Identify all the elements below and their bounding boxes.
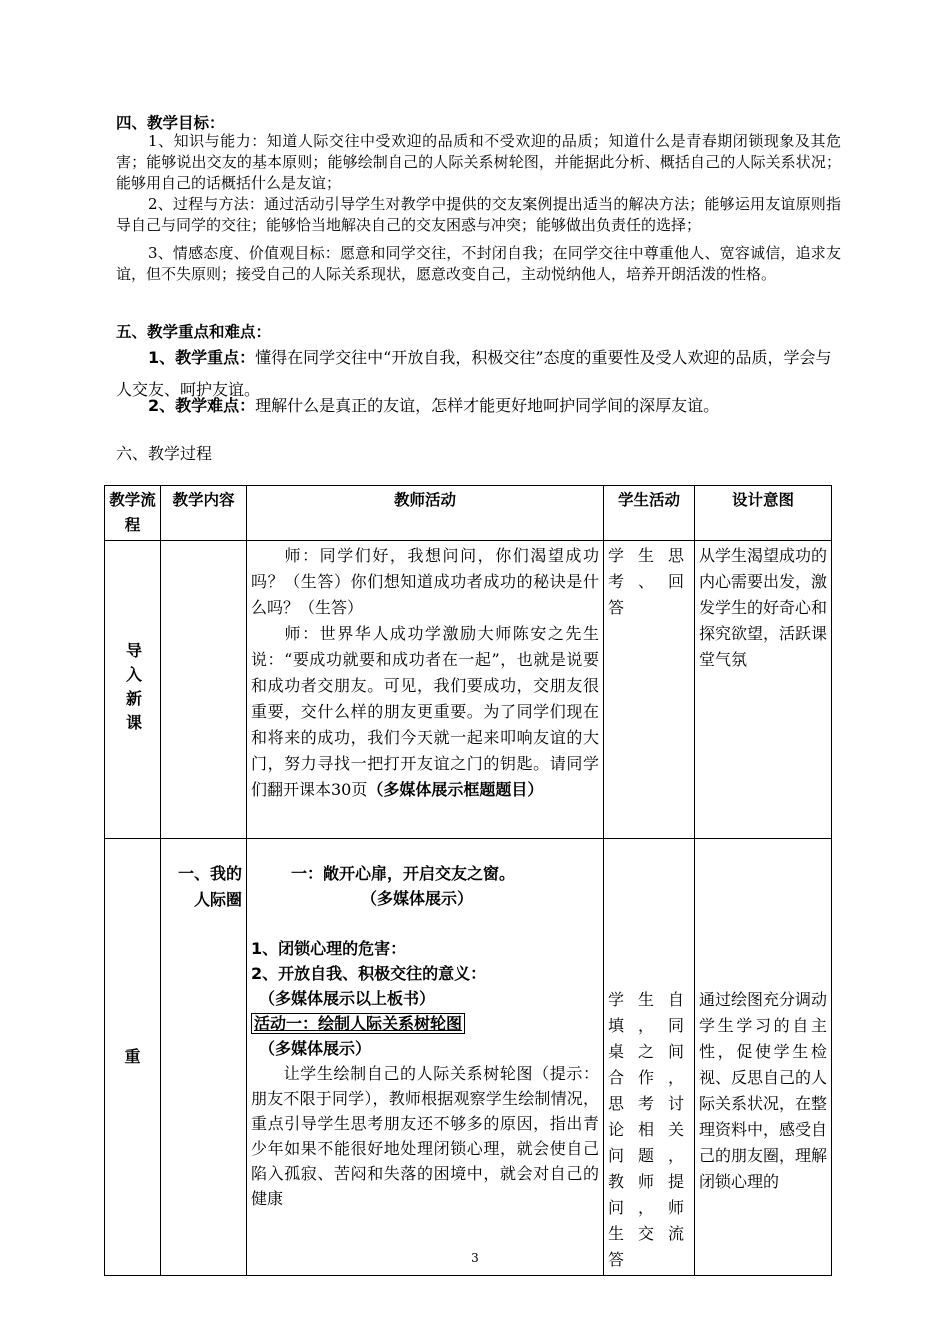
activity-heading: 活动一：绘制人际关系树轮图 xyxy=(251,1013,465,1034)
teacher-key-activity xyxy=(251,1011,599,1036)
section-title-process: 六、教学过程 xyxy=(116,444,213,463)
teacher-key-item1: 1、闭锁心理的危害： xyxy=(251,939,407,958)
teacher-key-item2: 2、开放自我、积极交往的意义： xyxy=(251,964,487,983)
difficult-point xyxy=(116,390,841,422)
objective-process xyxy=(116,194,841,236)
teacher-key-media1: （多媒体展示） xyxy=(361,889,474,908)
difficult-point-label: 2、教学难点： xyxy=(148,396,256,415)
key-point-label: 1、教学重点： xyxy=(148,348,256,367)
table-header-row xyxy=(105,486,832,541)
flow-intro-text: 导入新课 xyxy=(123,641,143,738)
teacher-intro-p2 xyxy=(251,621,599,803)
flow-intro xyxy=(105,541,161,839)
key-point-text: 懂得在同学交往中“开放自我，积极交往”态度的重要性及受人欢迎的品质，学会与人交友、呵护友谊。 xyxy=(116,348,832,399)
section-title-key-points: 五、教学重点和难点： xyxy=(116,323,272,341)
difficult-point-text: 理解什么是真正的友谊，怎样才能更好地呵护同学间的深厚友谊。 xyxy=(255,396,720,415)
content-intro xyxy=(161,541,247,839)
teacher-intro-p1 xyxy=(251,543,599,621)
content-key: 一、我的人际圈 xyxy=(161,839,247,1276)
teacher-intro-p1-text: 师：同学们好，我想问问，你们渴望成功吗？（生答）你们想知道成功者成功的秘诀是什么吗？（生答） xyxy=(251,546,599,617)
teacher-intro xyxy=(247,541,604,839)
lesson-table xyxy=(104,485,832,1276)
student-key: 学生自填，同桌之间合作，思考讨论相关问题，教师提问，师生交流答 xyxy=(604,839,695,1276)
teacher-key-gap xyxy=(251,911,599,936)
section-title-objectives: 四、教学目标： xyxy=(116,114,225,132)
teacher-key-media3: （多媒体展示） xyxy=(259,1039,372,1058)
teacher-key-body xyxy=(251,1061,599,1211)
teacher-intro-p2-text: 师：世界华人成功学激励大师陈安之先生说：“要成功就要和成功者在一起”，也就是说要和成功者交朋友。可见，我们要成功，交朋友很重要，交什么样的朋友更重要。为了同学们现在和将来的成功，我们今天就一起来叩响友谊的大门，努力寻找一把打开友谊之门的钥匙。请同学们翻开课本30页 xyxy=(251,624,599,799)
header-teacher: 教师活动 xyxy=(247,486,604,541)
objective-emotion xyxy=(116,243,841,285)
intent-intro: 从学生渴望成功的内心需要出发，激发学生的好奇心和探究欲望，活跃课堂气氛 xyxy=(695,541,832,839)
objective-knowledge xyxy=(116,131,841,194)
flow-key: 重 xyxy=(105,839,161,1276)
teacher-key-media2: （多媒体展示以上板书） xyxy=(259,989,436,1008)
teacher-key xyxy=(247,839,604,1276)
intent-key: 通过绘图充分调动学生学习的自主性，促使学生检视、反思自己的人际关系状况，在整理资料中，感受自己的朋友圈，理解闭锁心理的 xyxy=(695,839,832,1276)
page-number: 3 xyxy=(471,1251,479,1265)
header-content: 教学内容 xyxy=(161,486,247,541)
objective-emotion-text: 3、情感态度、价值观目标：愿意和同学交往，不封闭自我；在同学交往中尊重他人、宽容诚信，追求友谊，但不失原则；接受自己的人际关系现状，愿意改变自己，主动悦纳他人，培养开朗活泼的性格。 xyxy=(116,244,841,283)
objective-process-text: 2、过程与方法：通过活动引导学生对教学中提供的交友案例提出适当的解决方法；能够运用友谊原则指导自己与同学的交往；能够恰当地解决自己的交友困惑与冲突；能够做出负责任的选择； xyxy=(116,195,841,234)
header-flow: 教学流程 xyxy=(105,486,161,541)
teacher-key-body-text: 让学生绘制自己的人际关系树轮图（提示：朋友不限于同学），教师根据观察学生绘制情况，重点引导学生思考朋友还不够多的原因，指出青少年如果不能很好地处理闭锁心理，就会使自己陷入孤寂、苦闷和失落的困境中，就会对自己的健康 xyxy=(251,1064,599,1208)
teacher-key-title: 一：敞开心扉，开启交友之窗。 xyxy=(291,864,516,883)
objective-knowledge-text: 1、知识与能力：知道人际交往中受欢迎的品质和不受欢迎的品质；知道什么是青春期闭锁现象及其危害；能够说出交友的基本原则；能够绘制自己的人际关系树轮图，并能据此分析、概括自己的人际关系状况；能够用自己的话概括什么是友谊； xyxy=(116,132,841,192)
table-row-intro xyxy=(105,541,832,839)
header-student: 学生活动 xyxy=(604,486,695,541)
teacher-intro-bold: （多媒体展示框题题目） xyxy=(367,780,544,799)
header-intent: 设计意图 xyxy=(695,486,832,541)
table-row-key xyxy=(105,839,832,1276)
student-intro: 学生思考、回答 xyxy=(604,541,695,839)
